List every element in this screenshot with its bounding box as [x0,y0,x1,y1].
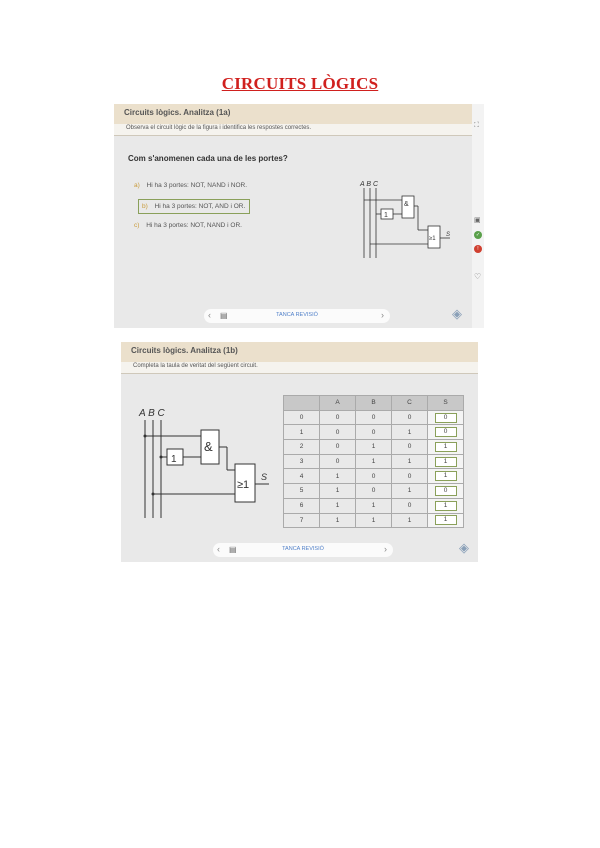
close-review-button[interactable]: TANCA REVISIÓ [282,546,324,552]
table-cell: 0 [320,440,356,455]
column-header: C [392,396,428,411]
logic-circuit-diagram [135,404,275,522]
table-cell: 1 [356,454,392,469]
output-answer-cell[interactable] [428,484,464,499]
chevron-left-icon[interactable]: ‹ [208,310,211,320]
table-row [284,498,464,513]
output-answer-cell[interactable] [428,498,464,513]
answer-field[interactable]: 0 [435,413,457,423]
activity-1-screenshot [114,104,484,328]
table-cell: 1 [320,513,356,528]
answer-field[interactable]: 1 [435,515,457,525]
activity-title: Circuits lògics. Analitza (1a) [124,108,231,117]
answer-field[interactable]: 1 [435,501,457,511]
output-answer-cell[interactable] [428,425,464,440]
or-gate-label: ≥1 [429,236,436,242]
option-text: Hi ha 3 portes: NOT, NAND i OR. [146,222,242,229]
table-cell: 1 [392,513,428,528]
table-cell: 0 [392,410,428,425]
inputs-label: A B C [360,181,379,188]
table-cell: 1 [356,513,392,528]
instruction-text: Observa el circuit lògic de la figura i identifica les respostes correctes. [126,125,312,131]
output-answer-cell[interactable] [428,513,464,528]
table-cell: 0 [392,498,428,513]
table-row [284,469,464,484]
inputs-label: A B C [139,408,165,419]
instruction-text: Completa la taula de veritat del següent circuit. [133,363,258,369]
column-header: B [356,396,392,411]
answer-field[interactable]: 0 [435,427,457,437]
activity-header [114,104,476,124]
table-row [284,440,464,455]
table-row [284,425,464,440]
option-text: Hi ha 3 portes: NOT, NAND i NOR. [146,182,248,189]
table-cell: 0 [392,469,428,484]
table-cell: 1 [356,440,392,455]
table-cell: 2 [284,440,320,455]
option-letter: c) [134,222,140,229]
output-answer-cell[interactable] [428,454,464,469]
logic-circuit-diagram [356,178,466,262]
table-cell: 1 [392,425,428,440]
side-toolbar [472,104,484,328]
answer-option-c[interactable] [134,222,242,229]
chevron-right-icon[interactable]: › [381,310,384,320]
output-answer-cell[interactable] [428,410,464,425]
table-cell: 0 [284,410,320,425]
cube-icon[interactable]: ◈ [452,306,462,321]
option-letter: b) [142,203,148,210]
output-answer-cell[interactable] [428,440,464,455]
table-cell: 1 [356,498,392,513]
heart-icon[interactable]: ♡ [474,272,482,281]
table-cell: 1 [392,454,428,469]
printer-icon[interactable]: ▣ [474,217,481,224]
table-cell: 1 [392,484,428,499]
document-title: CIRCUITS LÒGICS [221,74,379,93]
table-cell: 6 [284,498,320,513]
table-cell: 0 [356,425,392,440]
column-header: A [320,396,356,411]
table-cell: 1 [320,498,356,513]
table-cell: 1 [320,484,356,499]
answer-field[interactable]: 1 [435,442,457,452]
or-gate-label: ≥1 [237,479,250,491]
table-cell: 5 [284,484,320,499]
answer-field[interactable]: 1 [435,471,457,481]
fullscreen-icon[interactable]: ⛶ [474,122,479,129]
answer-field[interactable]: 0 [435,486,457,496]
instruction-bar [121,362,478,374]
table-cell: 0 [356,410,392,425]
footer-nav [213,543,393,557]
table-cell: 0 [356,484,392,499]
output-label: S [261,472,268,482]
table-cell: 0 [392,440,428,455]
activity-2-screenshot [121,342,478,562]
table-cell: 0 [320,454,356,469]
table-header-row [284,396,464,411]
table-row [284,454,464,469]
table-row [284,513,464,528]
output-answer-cell[interactable] [428,469,464,484]
question-text: Com s'anomenen cada una de les portes? [128,154,288,163]
column-header: S [428,396,464,411]
answer-option-a[interactable] [134,182,247,189]
and-gate-label: & [404,201,409,208]
printer-icon[interactable]: ▤ [229,545,237,554]
printer-icon[interactable]: ▤ [220,311,228,320]
table-cell: 4 [284,469,320,484]
not-gate-label: 1 [171,454,177,465]
chevron-left-icon[interactable]: ‹ [217,544,220,554]
activity-header [121,342,478,362]
not-gate-label: 1 [384,212,388,219]
table-cell: 1 [284,425,320,440]
output-label: S [446,232,451,238]
chevron-right-icon[interactable]: › [384,544,387,554]
error-count-icon: ! [474,245,482,253]
table-cell: 3 [284,454,320,469]
truth-table [283,395,464,528]
table-cell: 0 [356,469,392,484]
answer-field[interactable]: 1 [435,457,457,467]
cube-icon[interactable]: ◈ [459,540,469,555]
table-row [284,410,464,425]
activity-title: Circuits lògics. Analitza (1b) [131,346,238,355]
close-review-button[interactable]: TANCA REVISIÓ [276,312,318,318]
table-cell: 7 [284,513,320,528]
correct-count-icon: ✓ [475,232,481,238]
column-header [284,396,320,411]
table-cell: 0 [320,410,356,425]
and-gate-label: & [204,439,213,454]
answer-option-b[interactable] [138,199,250,214]
table-row [284,484,464,499]
option-letter: a) [134,182,140,189]
table-cell: 0 [320,425,356,440]
footer-nav [204,309,390,323]
table-cell: 1 [320,469,356,484]
option-text: Hi ha 3 portes: NOT, AND i OR. [154,203,246,210]
instruction-bar [114,124,476,136]
